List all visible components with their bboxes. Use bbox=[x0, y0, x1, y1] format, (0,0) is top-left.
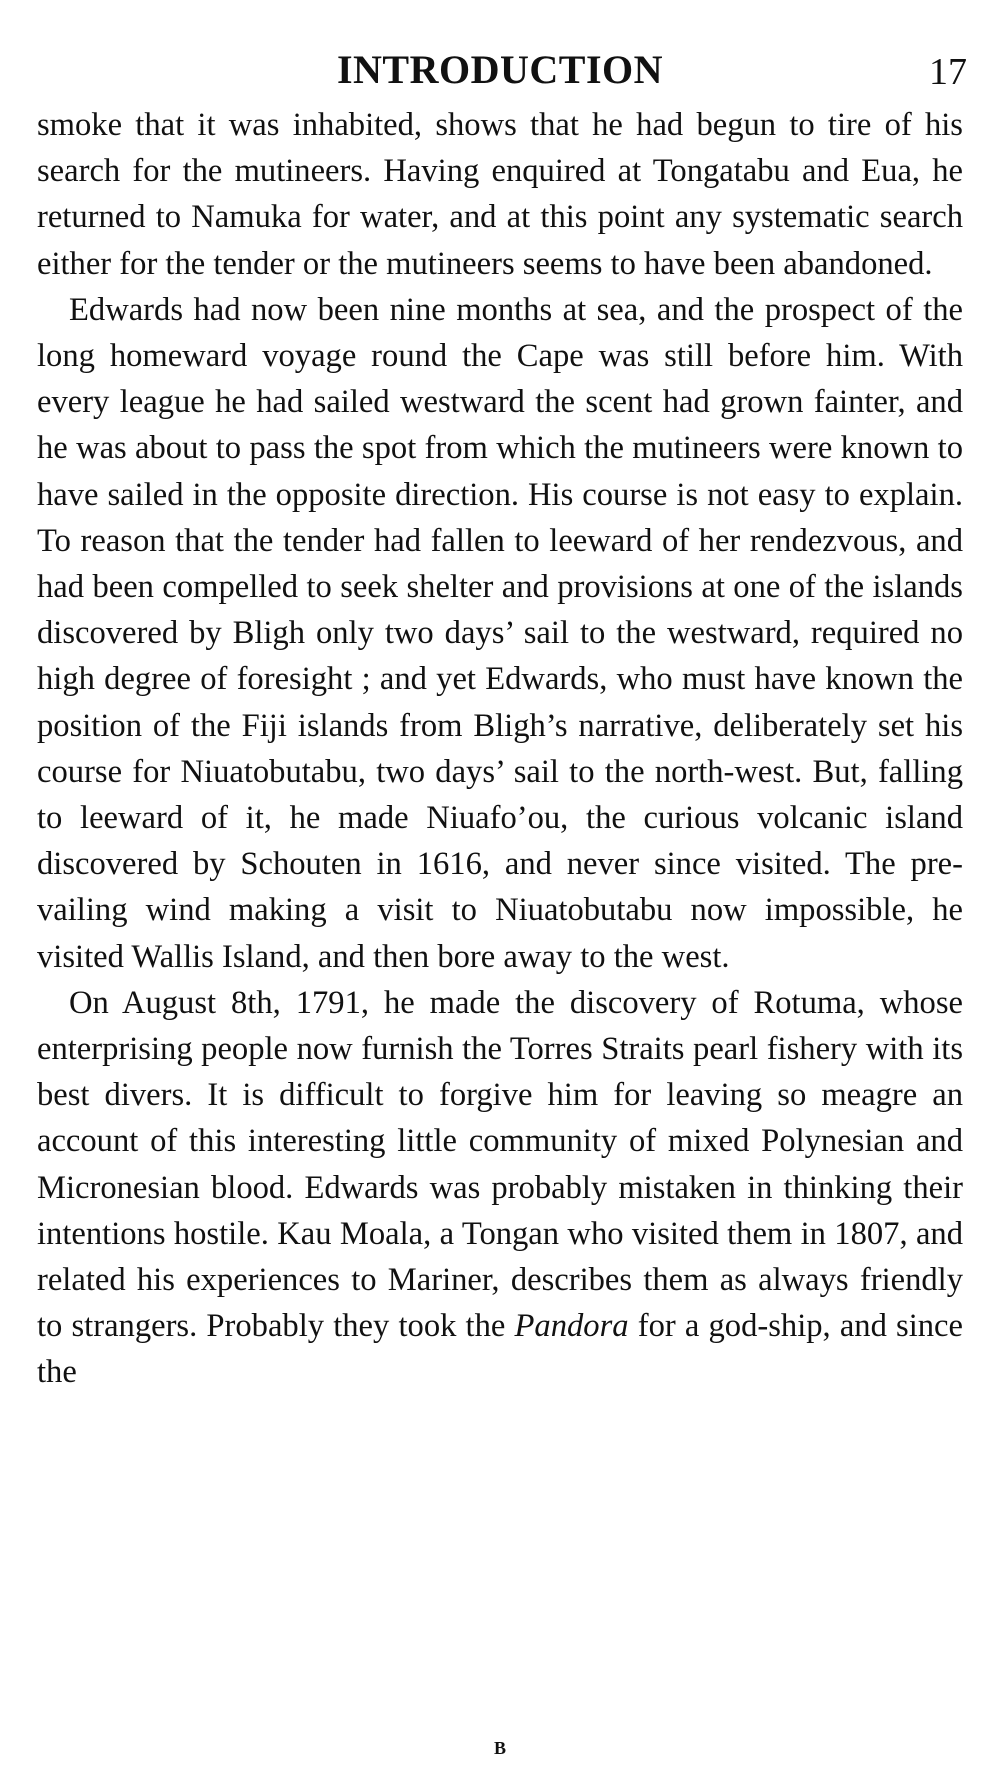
body-text bbox=[37, 102, 963, 1396]
ship-name-italic: Pandora bbox=[514, 1308, 629, 1345]
page-header bbox=[37, 44, 967, 96]
paragraph-3-text-start: On August 8th, 1791, he made the discovery of Rotuma, whose enterprising people now furnish the Torres Straits pearl fishery with its best divers. It is difficult to forgive him for leaving so meagre an account of this interesting little community of mixed Polynesian and Micronesian blood. Edwards was probably mistaken in thinking their intentions hostile. Kau Moala, a Tongan who visited them in 1807, and related his experiences to Mariner, describes them as always friendly to strangers. Probably they took the bbox=[37, 984, 963, 1345]
paragraph-2: Edwards had now been nine months at sea, and the prospect of the long homeward voyage round the Cape was still before him. With every league he had sailed westward the scent had grown fainter, and he was about to pass the spot from which the mutineers were known to have sailed in the opposite direction. His course is not easy to explain. To reason that the tender had fallen to leeward of her rendezvous, and had been compelled to seek shelter and provisions at one of the islands discovered by Bligh only two days’ sail to the westward, required no high degree of foresight ; and yet Edwards, who must have known the position of the Fiji islands from Bligh’s narrative, deliberately set his course for Niuatobutabu, two days’ sail to the north-west. But, falling to leeward of it, he made Niuafo’ou, the curious volcanic island discovered by Schouten in 1616, and never since visited. The prevailing wind making a visit to Niuatobutabu now impossible, he visited Wallis Island, and then bore away to the west. bbox=[37, 291, 963, 975]
book-page bbox=[37, 0, 967, 1765]
paragraph-3 bbox=[37, 980, 963, 1396]
paragraph-1: smoke that it was inhabited, shows that he had begun to tire of his search for the mutineers. Having enquired at Tongatabu and Eua, he returned to Namuka for water, and at this point any systematic search either for the tender or the mutineers seems to have been abandoned. bbox=[37, 107, 963, 282]
paragraph-3-text-end: for a god-ship, and since the bbox=[37, 1308, 963, 1391]
running-title: INTRODUCTION bbox=[336, 47, 664, 92]
page-number: 17 bbox=[929, 51, 967, 93]
signature-mark: B bbox=[493, 1738, 506, 1758]
